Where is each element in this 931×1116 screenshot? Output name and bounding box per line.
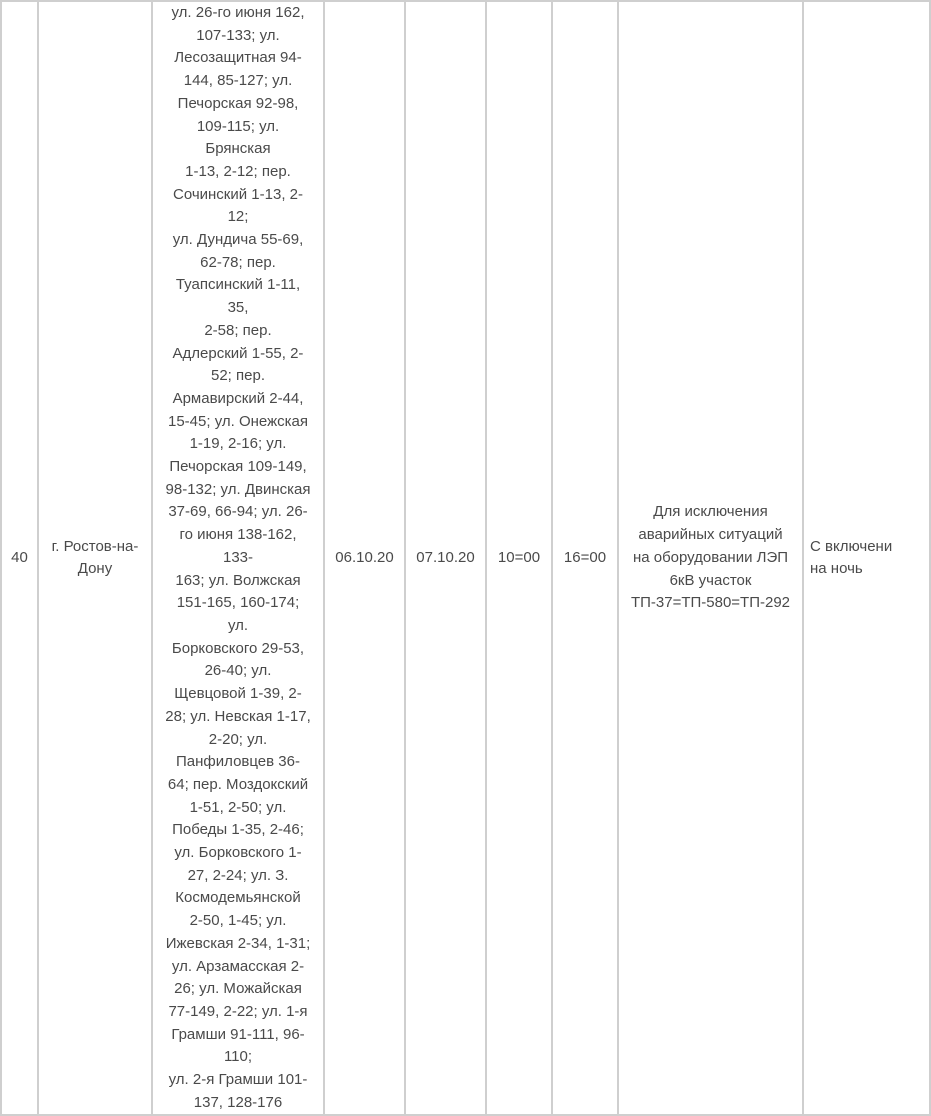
- outage-note: С включени на ночь: [810, 537, 893, 578]
- start-time: 10=00: [497, 548, 541, 566]
- end-time: 16=00: [563, 548, 607, 566]
- city-cell: [38, 1, 152, 1115]
- end-date-cell: [405, 1, 486, 1115]
- row-number-cell: [1, 1, 38, 1115]
- reason-cell: [618, 1, 803, 1115]
- city-name: г. Ростов-на- Дону: [51, 537, 139, 578]
- end-time-cell: [552, 1, 618, 1115]
- start-date-cell: [324, 1, 405, 1115]
- table-row: [1, 1, 930, 1115]
- start-time-cell: [486, 1, 552, 1115]
- row-number: 40: [11, 548, 28, 566]
- end-date: 07.10.20: [416, 548, 475, 566]
- streets-cell: [152, 1, 324, 1115]
- start-date: 06.10.20: [335, 548, 394, 566]
- street-list: ул. 26-го июня 162, 107-133; ул. Лесозащитная 94- 144, 85-127; ул. Печорская 92-98, 109-115; ул. Брянская 1-13, 2-12; пер. Сочинский 1-13, 2-12; ул. Дундича 55-69, 62-78; пер. Туапсинский 1-11, 35, 2-58; пер. Адлерский 1-55, 2- 52; пер. Армавирский 2-44, 15-45; ул. Онежская 1-19, 2-16; ул. Печорская 109-149, 98-132; ул. Двинская 37-69, 66-94; ул. 26- го июня 138-162, 133- 163; ул. Волжская 151-165, 160-174; ул. Борковского 29-53, 26-40; ул. Щевцовой 1-39, 2- 28; ул. Невская 1-17, 2-20; ул. Панфиловцев 36- 64; пер. Моздокский 1-51, 2-50; ул. Победы 1-35, 2-46; ул. Борковского 1- 27, 2-24; ул. З. Космодемьянской 2-50, 1-45; ул. Ижевская 2-34, 1-31; ул. Арзамасская 2- 26; ул. Можайская 77-149, 2-22; ул. 1-я Грамши 91-111, 96-110; ул. 2-я Грамши 101- 137, 128-176: [165, 4, 311, 1111]
- outage-reason: Для исключения аварийных ситуаций на оборудовании ЛЭП 6кВ участок ТП-37=ТП-580=ТП-292: [630, 503, 791, 612]
- note-cell: [803, 1, 930, 1115]
